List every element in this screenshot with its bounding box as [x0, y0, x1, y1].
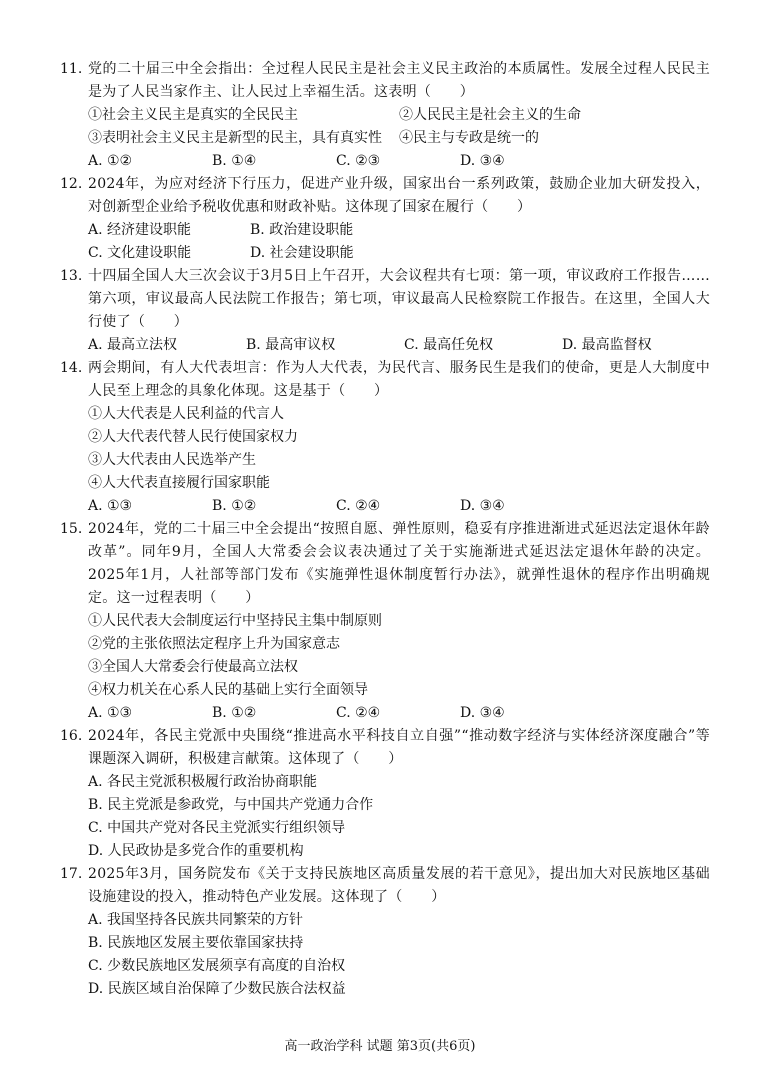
- question-stem: 两会期间，有人大代表坦言：作为人大代表，为民代言、服务民生是我们的使命，更是人大制度中人民至上理念的具象化体现。这是基于（ ）: [88, 360, 710, 399]
- option-a: A. 我国坚持各民族共同繁荣的方针: [88, 912, 304, 928]
- question-number: 13.: [60, 268, 83, 284]
- question-number: 16.: [60, 728, 83, 744]
- statement: ③人大代表由人民选举产生: [88, 452, 256, 468]
- option-d: D. 社会建设职能: [250, 245, 354, 261]
- question-stem: 十四届全国人大三次会议于3月5日上午召开，大会议程共有七项：第一项，审议政府工作报告……第六项，审议最高人民法院工作报告；第七项，审议最高人民检察院工作报告。在这里，全国人大行使了（ ）: [88, 268, 710, 330]
- option-d: D. ③④: [460, 153, 505, 169]
- question-stem: 2024年，各民主党派中央围绕“推进高水平科技自立自强”“推动数字经济与实体经济深度融合”等课题深入调研，积极建言献策。这体现了（ ）: [88, 728, 710, 767]
- statement: ④民主与专政是统一的: [399, 130, 539, 146]
- option-b: B. 民族地区发展主要依靠国家扶持: [88, 935, 304, 951]
- statement: ④人大代表直接履行国家职能: [88, 475, 270, 491]
- option-d: D. 最高监督权: [562, 337, 652, 353]
- question-stem: 2024年，为应对经济下行压力，促进产业升级，国家出台一系列政策，鼓励企业加大研发投入，对创新型企业给予税收优惠和财政补贴。这体现了国家在履行（ ）: [88, 176, 710, 215]
- statement: ②人民民主是社会主义的生命: [399, 107, 581, 123]
- page-footer: 高一政治学科 试题 第3页(共6页): [284, 1039, 476, 1054]
- question-14: [60, 357, 710, 518]
- option-a: A. 经济建设职能: [88, 222, 192, 238]
- question-number: 12.: [60, 176, 83, 192]
- option-d: D. 民族区域自治保障了少数民族合法权益: [88, 981, 346, 997]
- statement: ①人大代表是人民利益的代言人: [88, 406, 284, 422]
- question-11: [60, 58, 710, 173]
- option-b: B. 政治建设职能: [250, 222, 354, 238]
- statement: ①人民代表大会制度运行中坚持民主集中制原则: [88, 613, 382, 629]
- option-c: C. ②③: [336, 153, 381, 169]
- option-b: B. ①②: [212, 705, 257, 721]
- option-b: B. 民主党派是参政党，与中国共产党通力合作: [88, 797, 374, 813]
- option-c: C. ②④: [336, 498, 381, 514]
- option-d: D. ③④: [460, 705, 505, 721]
- question-stem: 2025年3月，国务院发布《关于支持民族地区高质量发展的若干意见》，提出加大对民族地区基础设施建设的投入，推动特色产业发展。这体现了（ ）: [88, 866, 710, 905]
- question-17: [60, 863, 710, 1001]
- option-a: A. 最高立法权: [88, 337, 178, 353]
- statement: ②人大代表代替人民行使国家权力: [88, 429, 298, 445]
- question-13: [60, 265, 710, 357]
- option-b: B. 最高审议权: [246, 337, 336, 353]
- question-stem: 2024年，党的二十届三中全会提出“按照自愿、弹性原则，稳妥有序推进渐进式延迟法定退休年龄改革”。同年9月，全国人大常委会会议表决通过了关于实施渐进式延迟法定退休年龄的决定。2025年1月，人社部等部门发布《实施弹性退休制度暂行办法》，就弹性退休的程序作出明确规定。这一过程表明（ ）: [88, 521, 710, 606]
- question-stem: 党的二十届三中全会指出：全过程人民民主是社会主义民主政治的本质属性。发展全过程人民民主是为了人民当家作主、让人民过上幸福生活。这表明（ ）: [88, 61, 710, 100]
- option-d: D. ③④: [460, 498, 505, 514]
- option-a: A. ①③: [88, 705, 133, 721]
- option-a: A. ①③: [88, 498, 133, 514]
- option-c: C. 文化建设职能: [88, 245, 192, 261]
- question-15: [60, 518, 710, 725]
- question-number: 17.: [60, 866, 83, 882]
- option-c: C. 中国共产党对各民主党派实行组织领导: [88, 820, 346, 836]
- statement: ③全国人大常委会行使最高立法权: [88, 659, 298, 675]
- option-c: C. ②④: [336, 705, 381, 721]
- option-a: A. ①②: [88, 153, 133, 169]
- question-12: [60, 173, 710, 265]
- option-c: C. 少数民族地区发展须享有高度的自治权: [88, 958, 346, 974]
- statement: ②党的主张依照法定程序上升为国家意志: [88, 636, 340, 652]
- question-number: 11.: [60, 61, 83, 77]
- option-c: C. 最高任免权: [404, 337, 494, 353]
- statement: ①社会主义民主是真实的全民民主: [88, 107, 298, 123]
- option-a: A. 各民主党派积极履行政治协商职能: [88, 774, 318, 790]
- option-d: D. 人民政协是多党合作的重要机构: [88, 843, 304, 859]
- option-b: B. ①④: [212, 153, 257, 169]
- question-number: 15.: [60, 521, 83, 537]
- question-16: [60, 725, 710, 863]
- option-b: B. ①②: [212, 498, 257, 514]
- statement: ③表明社会主义民主是新型的民主，具有真实性: [88, 130, 382, 146]
- question-number: 14.: [60, 360, 83, 376]
- statement: ④权力机关在心系人民的基础上实行全面领导: [88, 682, 368, 698]
